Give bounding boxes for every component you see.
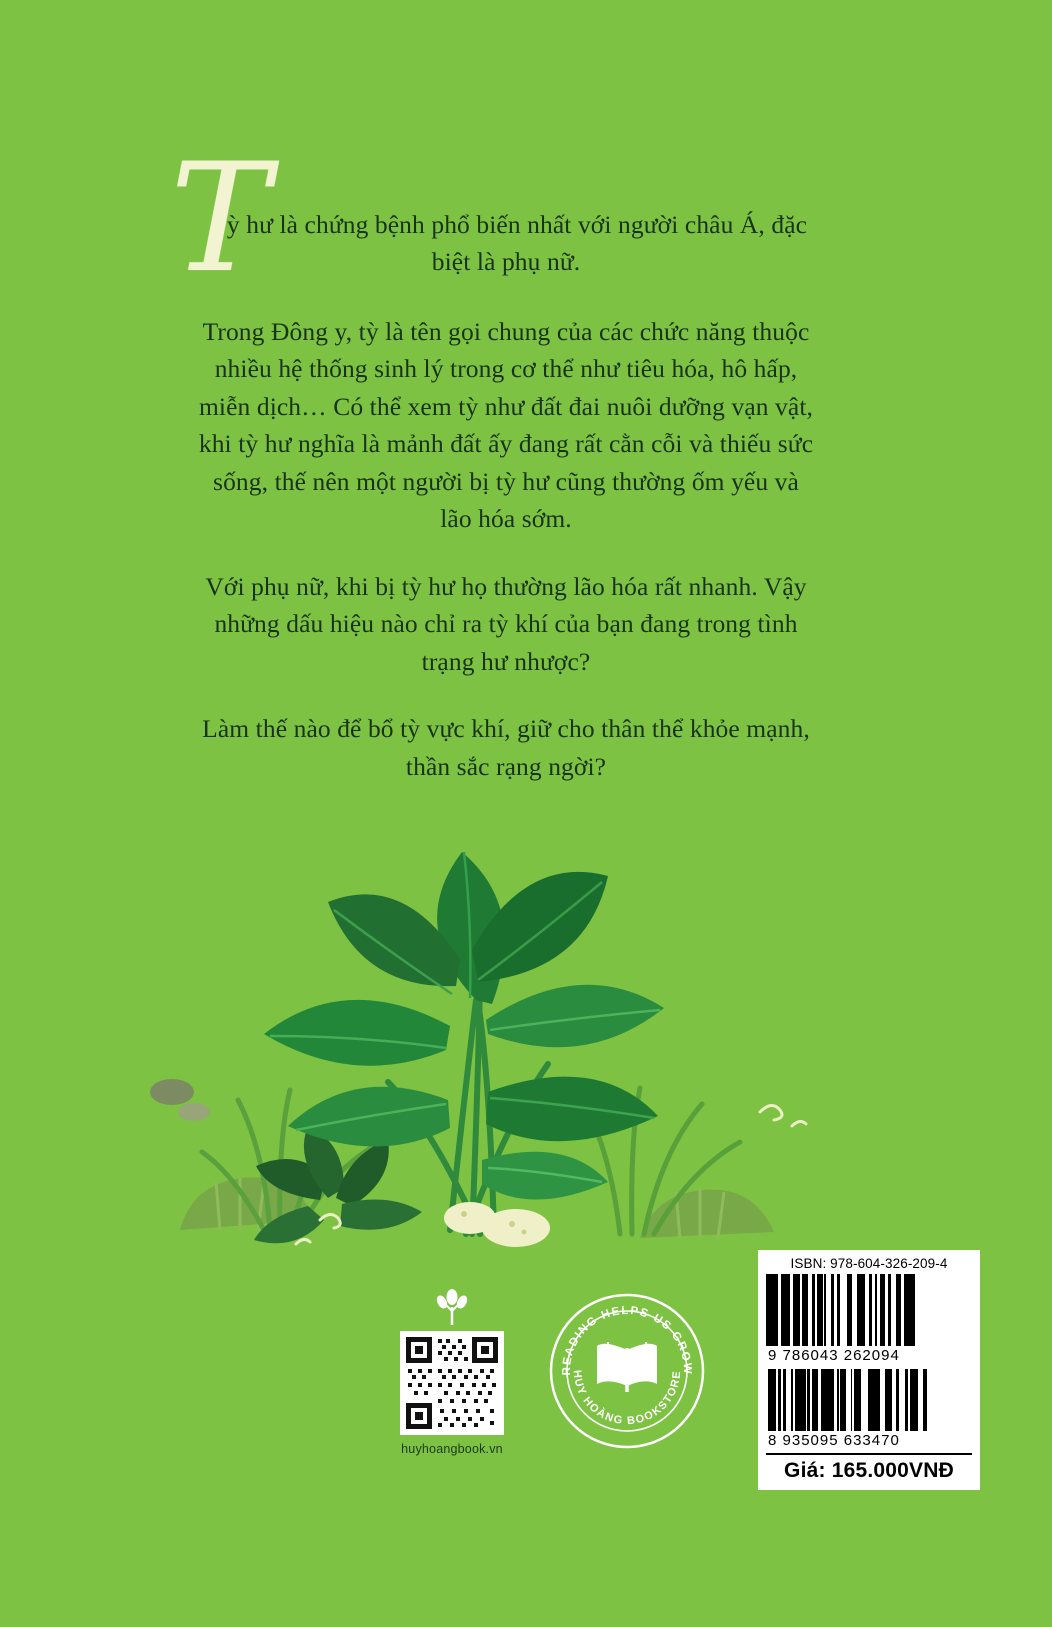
open-book-icon <box>597 1342 657 1392</box>
publisher-qr-block <box>396 1285 508 1456</box>
isbn-label: ISBN: 978-604-326-209-4 <box>790 1256 948 1271</box>
paragraph-4: Làm thế nào để bổ tỳ vực khí, giữ cho thân thể khỏe mạnh, thần sắc rạng ngời? <box>202 714 810 781</box>
barcode-bottom <box>766 1369 972 1431</box>
price-label: Giá: 165.000VNĐ <box>766 1453 972 1483</box>
publisher-seal <box>548 1292 706 1450</box>
qr-code[interactable] <box>400 1331 504 1435</box>
barcode-top-digits: 9 786043 262094 <box>768 1347 900 1364</box>
seal-bottom-text: HUY HOÀNG BOOKSTORE <box>570 1369 684 1428</box>
drop-cap-letter: T <box>170 132 271 306</box>
fan-leaf-right <box>640 1188 774 1238</box>
back-cover-text <box>170 132 816 785</box>
paragraph-3: Với phụ nữ, khi bị tỳ hư họ thường lão hóa rất nhanh. Vậy những dấu hiệu nào chỉ ra tỳ khí của bạn đang trong tình trạng hư nhược? <box>205 571 807 676</box>
barcode-bottom-digits: 8 935095 633470 <box>768 1432 900 1449</box>
plant-illustration <box>120 830 920 1290</box>
tree-icon <box>430 1285 474 1329</box>
paragraph-1 <box>196 206 816 281</box>
paragraph-2: Trong Đông y, tỳ là tên gọi chung của các chức năng thuộc nhiều hệ thống sinh lý trong cơ thể như tiêu hóa, hô hấp, miễn dịch… Có thể xem tỳ như đất đai nuôi dưỡng vạn vật, khi tỳ hư nghĩa là mảnh đất ấy đang rất cằn cỗi và thiếu sức sống, thế nên một người bị tỳ hư cũng thường ốm yếu và lão hóa sớm. <box>198 316 814 534</box>
paragraph-1-text: ỳ hư là chứng bệnh phổ biến nhất với người châu Á, đặc biệt là phụ nữ. <box>226 210 808 277</box>
publisher-website: huyhoangbook.vn <box>401 1442 503 1456</box>
isbn-barcode-block <box>758 1250 980 1490</box>
barcode-top <box>766 1274 972 1346</box>
seal-top-text: READING HELPS US GROW <box>560 1304 694 1376</box>
